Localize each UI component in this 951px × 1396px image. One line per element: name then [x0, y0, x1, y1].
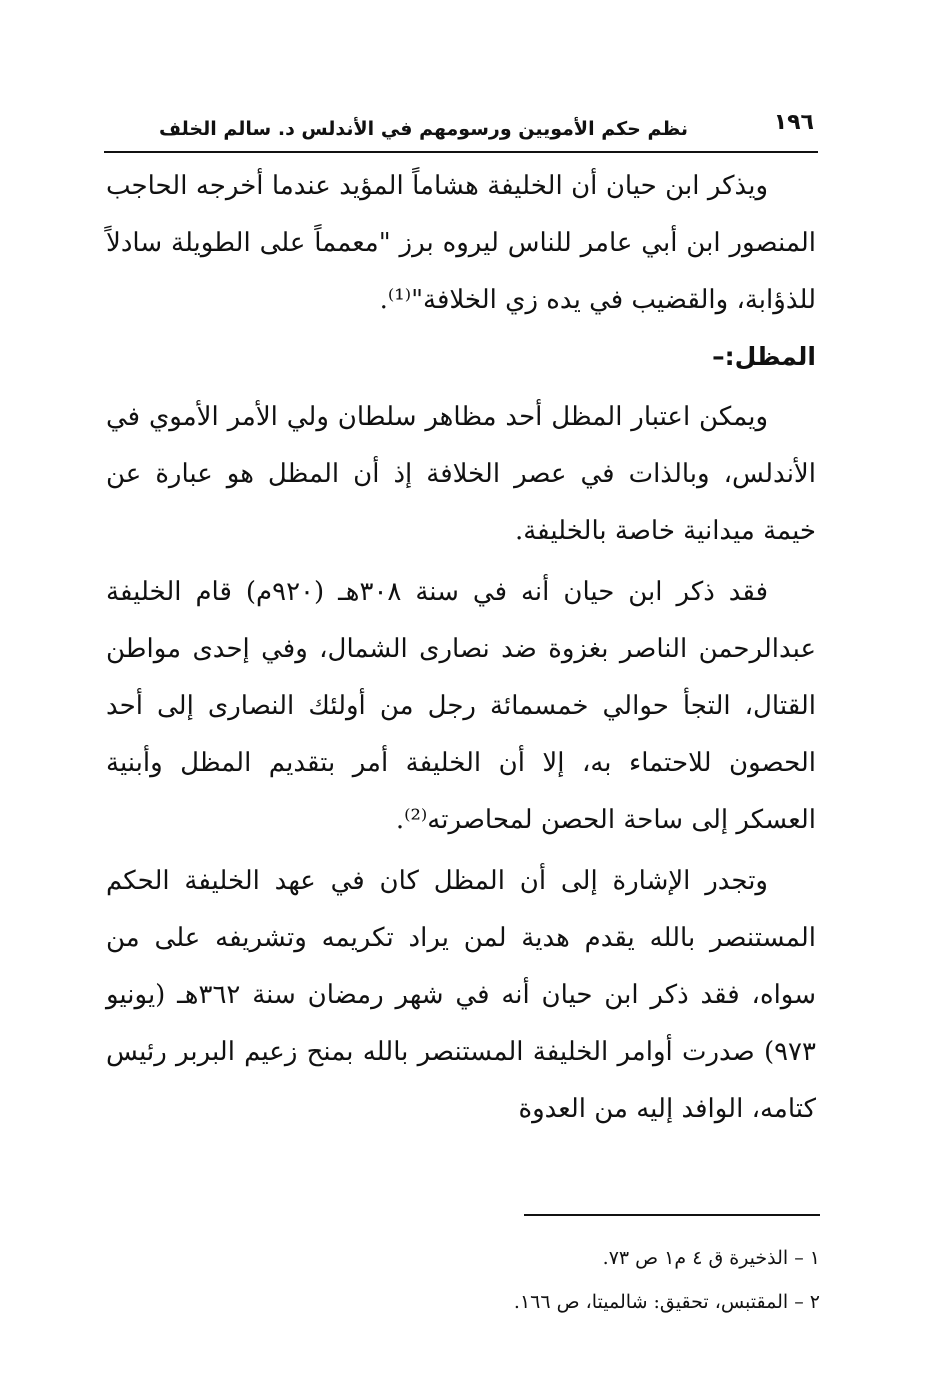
header-rule	[104, 151, 818, 153]
section-heading-mizal: المظل:–	[712, 342, 816, 371]
paragraph-3: فقد ذكر ابن حيان أنه في سنة ٣٠٨هـ (٩٢٠م) قام الخليفة عبدالرحمن الناصر بغزوة ضد نصارى الشمال، وفي إحدى مواطن القتال، التجأ حوالي خمسمائة رجل من أولئك النصارى إلى أحد الحصون للاحتماء به، إلا أن الخليفة أمر بتقديم المظل وأبنية العسكر إلى ساحة الحصن لمحاصرته⁽²⁾.	[106, 577, 816, 835]
page-number: ١٩٦	[773, 110, 814, 135]
running-head	[104, 108, 818, 152]
footnote-1: ١ – الذخيرة ق ٤ م١ ص ٧٣.	[602, 1247, 820, 1269]
paragraph-1: ويذكر ابن حيان أن الخليفة هشاماً المؤيد عندما أخرجه الحاجب المنصور ابن أبي عامر للناس ليروه برز "معمماً على الطويلة سادلاً للذؤابة، والقضيب في يده زي الخلافة"⁽¹⁾.	[106, 171, 816, 315]
body-text	[106, 158, 816, 1138]
paragraph-2: ويمكن اعتبار المظل أحد مظاهر سلطان ولي الأمر الأموي في الأندلس، وبالذات في عصر الخلافة إذ أن المظل هو عبارة عن خيمة ميدانية خاصة بالخليفة.	[106, 402, 816, 546]
footnote-rule	[524, 1214, 820, 1216]
footnote-2: ٢ – المقتبس، تحقيق: شالميتا، ص ١٦٦.	[513, 1291, 820, 1313]
running-head-title: نظم حكم الأمويين ورسومهم في الأندلس د. سالم الخلف	[159, 118, 688, 140]
footnotes	[300, 1236, 820, 1324]
paragraph-4: وتجدر الإشارة إلى أن المظل كان في عهد الخليفة الحكم المستنصر بالله يقدم هدية لمن يراد تكريمه وتشريفه على من سواه، فقد ذكر ابن حيان أنه في شهر رمضان سنة ٣٦٢هـ (يونيو ٩٧٣) صدرت أوامر الخليفة المستنصر بالله بمنح زعيم البربر رئيس كتامه، الوافد إليه من العدوة	[106, 866, 817, 1124]
